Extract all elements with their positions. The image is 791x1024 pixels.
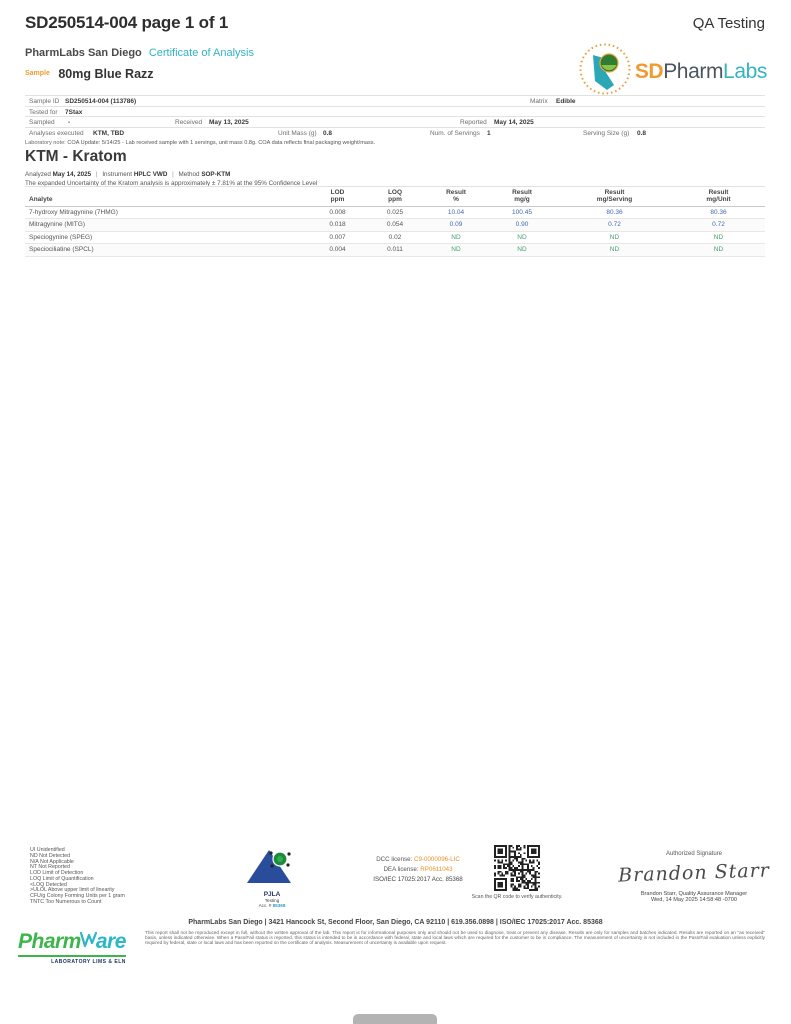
dcc-license-line: DCC license: C9-0000096-LIC (376, 856, 460, 863)
sdpharmlabs-logo (578, 42, 767, 101)
sample-label: Sample (25, 70, 50, 77)
sample-line (25, 65, 154, 83)
sampled-value: - (68, 119, 71, 127)
sample-id-label: Sample ID (29, 98, 60, 106)
result-mgunit: ND (672, 244, 765, 257)
legend-item: LOQ Limit of Quantification (30, 875, 94, 882)
legend-item: >ULOL Above upper limit of linearity (30, 887, 115, 894)
result-mgunit: 80.36 (672, 206, 765, 219)
table-header-row (25, 187, 765, 207)
lab-address-line: PharmLabs San Diego | 3421 Hancock St, Second Floor, San Diego, CA 92110 | 619.356.0898 | ISO/IEC 17025:2017 Acc. 85368 (188, 919, 603, 926)
disclaimer-text: This report shall not be reproduced except in full, without the written approval of the lab. This report is for informational purposes only and should not be used to diagnose, treat or prevent any disease. Results are only for samples and batches indicated. Results are reported on an "as received" basis, unless indicated otherwise. When a Pass/Fail status is reported, this status is intended to be in accordance with federal, state and local laws which are required for the customer to be in compliance. The measurement of uncertainty is not included in the Pass/Fail evaluation unless explicitly required by federal, state or local laws and has been reported on the certificate of analysis. Measurement of uncertainty is available upon request. (145, 930, 765, 946)
analyte-name: Speciogynine (SPEG) (25, 231, 310, 244)
result-mgg: ND (487, 244, 557, 257)
result-mgserving: ND (557, 244, 672, 257)
col-header-result-mgg: Result mg/g (487, 187, 557, 207)
sdpharmlabs-wordmark (635, 60, 767, 84)
logo-sd: SD (634, 59, 664, 83)
analyte-name: Mitragynine (MITG) (25, 219, 310, 232)
analyses-value: KTM, TBD (93, 129, 125, 137)
dea-license-value: RP0611043 (420, 866, 453, 873)
sampled-label: Sampled (29, 119, 55, 127)
legend-item: <LOQ Detected (30, 881, 67, 888)
separator: | (95, 171, 98, 178)
legend-item: ND Not Detected (30, 852, 71, 859)
signature-datetime: Wed, 14 May 2025 14:58:48 -0700 (650, 897, 738, 903)
reported-value: May 14, 2025 (494, 119, 534, 127)
info-row-tested-for (25, 106, 765, 117)
table-row (25, 206, 765, 219)
legend-item: UI Unidentified (30, 847, 65, 853)
info-row-analyses (25, 127, 765, 138)
result-mgg: 0.90 (487, 219, 557, 232)
pjla-logo-icon (244, 872, 300, 889)
loq-value: 0.054 (365, 219, 425, 232)
laboratory-note-label: Laboratory note: (25, 140, 66, 146)
signer-name-title: Brandon Starr, Quality Assurance Manager (640, 891, 748, 897)
instrument-label: Instrument (102, 171, 133, 178)
table-row (25, 231, 765, 244)
received-value: May 13, 2025 (209, 119, 249, 127)
tested-for-label: Tested for (29, 108, 58, 116)
pharmware-tagline: LABORATORY LIMS & ELN (51, 958, 126, 965)
col-header-result-mgserving: Result mg/Serving (557, 187, 672, 207)
pharmware-logo (18, 930, 126, 965)
result-pct: 10.04 (425, 206, 487, 219)
lab-coa-line (25, 47, 254, 59)
pharmware-wordmark (18, 930, 126, 957)
legend-item: CFU/g Colony Forming Units per 1 gram (30, 893, 125, 899)
logo-labs: Labs (723, 59, 767, 83)
qr-caption: Scan the QR code to verify authenticity. (471, 894, 563, 900)
unit-mass-value: 0.8 (323, 129, 333, 137)
sample-name: 80mg Blue Razz (58, 67, 154, 81)
signature-script: Brandon Starr (617, 859, 771, 887)
dcc-license-value: C9-0000096-LIC (414, 856, 460, 863)
result-mgg: 100.45 (487, 206, 557, 219)
lab-name: PharmLabs San Diego (25, 47, 142, 59)
pjla-accreditation-number: Acc. # 85368 (258, 903, 286, 908)
result-mgunit: 0.72 (672, 219, 765, 232)
received-label: Received (175, 119, 203, 127)
pharmware-pharm: Pharm (18, 930, 81, 953)
result-mgserving: 80.36 (557, 206, 672, 219)
col-header-loq: LOQ ppm (365, 187, 425, 207)
serving-size-label: Serving Size (g) (583, 129, 630, 137)
info-row-sample-id (25, 95, 765, 106)
qa-testing-label: QA Testing (692, 15, 765, 32)
unit-mass-label: Unit Mass (g) (278, 129, 317, 137)
result-mgunit: ND (672, 231, 765, 244)
legend-item: N/A Not Applicable (30, 858, 74, 865)
loq-value: 0.02 (365, 231, 425, 244)
servings-value: 1 (487, 129, 491, 137)
col-header-result-pct: Result % (425, 187, 487, 207)
lod-value: 0.004 (310, 244, 365, 257)
result-mgserving: 0.72 (557, 219, 672, 232)
page-title: SD250514-004 page 1 of 1 (25, 13, 229, 32)
analyte-name: 7-hydroxy Mitragynine (7HMG) (25, 206, 310, 219)
result-mgserving: ND (557, 231, 672, 244)
laboratory-note (25, 140, 375, 146)
legend-item: LOD Limit of Detection (30, 870, 84, 876)
abbreviation-legend (30, 848, 125, 906)
pjla-sub: Testing (264, 898, 280, 903)
table-row (25, 244, 765, 257)
info-row-dates (25, 116, 765, 127)
analyte-results-table (25, 186, 765, 257)
table-row (25, 219, 765, 232)
loq-value: 0.011 (365, 244, 425, 257)
analysis-meta-line (25, 171, 230, 178)
pjla-name: PJLA (263, 891, 281, 898)
col-header-analyte: Analyte (25, 187, 310, 207)
qr-code (457, 845, 577, 891)
scrollbar-thumb[interactable] (353, 1014, 437, 1024)
analyses-label: Analyses executed (29, 129, 84, 137)
lod-value: 0.008 (310, 206, 365, 219)
result-pct: ND (425, 231, 487, 244)
iso-accreditation-line: ISO/IEC 17025:2017 Acc. 85368 (373, 876, 463, 883)
tested-for-value: 7Stax (65, 108, 83, 116)
col-header-lod: LOD ppm (310, 187, 365, 207)
sample-info-table (25, 95, 765, 137)
analyzed-label: Analyzed (25, 171, 51, 178)
separator: | (172, 171, 174, 178)
lod-value: 0.018 (310, 219, 365, 232)
laboratory-note-text: COA Update: 5/14/25 - Lab received sample with 1 servings, unit mass 0.8g. COA data reflects final packaging weight/mass. (67, 140, 376, 146)
sample-id-value: SD250514-004 (113786) (65, 98, 137, 106)
col-header-result-mgunit: Result mg/Unit (672, 187, 765, 207)
lod-value: 0.007 (310, 231, 365, 244)
pjla-accreditation (238, 847, 306, 908)
matrix-value: Edible (556, 98, 576, 106)
legend-item: NT Not Reported (30, 864, 70, 871)
pulse-wave-icon (80, 930, 97, 954)
uncertainty-statement: The expanded Uncertainty of the Kratom analysis is approximately ± 7.81% at the 95% Confidence Level (25, 179, 318, 187)
analyzed-value: May 14, 2025 (52, 171, 92, 178)
signature-block (610, 851, 778, 903)
legend-item: TNTC Too Numerous to Count (30, 898, 102, 905)
servings-label: Num. of Servings (430, 129, 480, 137)
analyte-name: Speciociliatine (SPCL) (25, 244, 310, 257)
sdpharmlabs-badge-icon (578, 42, 632, 101)
result-mgg: ND (487, 231, 557, 244)
method-value: SOP-KTM (201, 171, 231, 178)
instrument-value: HPLC VWD (133, 171, 168, 178)
dea-license-line: DEA license: RP0611043 (383, 866, 453, 873)
matrix-label: Matrix (530, 98, 548, 106)
qr-block (457, 845, 577, 900)
logo-pharm: Pharm (663, 59, 724, 83)
authorized-signature-label: Authorized Signature (665, 851, 723, 857)
loq-value: 0.025 (365, 206, 425, 219)
result-pct: ND (425, 244, 487, 257)
certificate-of-analysis-label: Certificate of Analysis (148, 47, 254, 59)
section-title-ktm-kratom: KTM - Kratom (25, 148, 127, 165)
result-pct: 0.09 (425, 219, 487, 232)
method-label: Method (178, 171, 200, 178)
pharmware-are: are (95, 930, 126, 953)
serving-size-value: 0.8 (637, 129, 647, 137)
reported-label: Reported (460, 119, 487, 127)
